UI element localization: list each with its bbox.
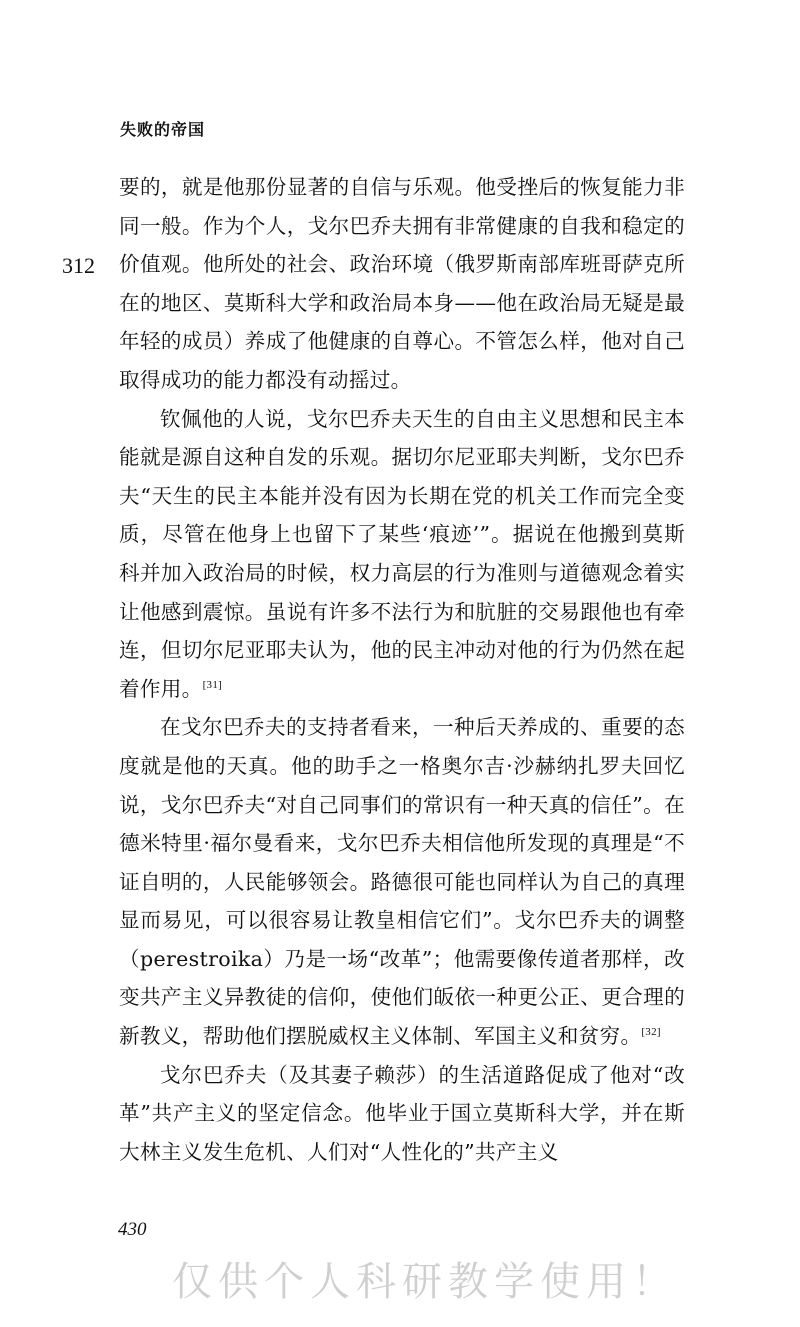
paragraph-3: [119, 708, 685, 1055]
paragraph-text: 钦佩他的人说，戈尔巴乔夫天生的自由主义思想和民主本能就是源自这种自发的乐观。据切尔尼亚耶夫判断，戈尔巴乔夫“天生的民主本能并没有因为长期在党的机关工作而完全变质，尽管在他身上也留下了某些‘痕迹’”。据说在他搬到莫斯科并加入政治局的时候，权力高层的行为准则与道德观念着实让他感到震惊。虽说有许多不法行为和肮脏的交易跟他也有牵连，但切尔尼亚耶夫认为，他的民主冲动对他的行为仍然在起着作用。: [119, 406, 686, 701]
paragraph-4: [119, 1056, 685, 1172]
folio-page-number: 430: [118, 1219, 147, 1240]
body-text: [119, 168, 685, 1171]
margin-page-number: 312: [62, 253, 95, 278]
footnote-ref: [31]: [202, 678, 223, 691]
watermark: 仅供个人科研教学使用！: [172, 1259, 678, 1305]
paragraph-text: 要的，就是他那份显著的自信与乐观。他受挫后的恢复能力非同一般。作为个人，戈尔巴乔夫拥有非常健康的自我和稳定的价值观。他所处的社会、政治环境（俄罗斯南部库班哥萨克所在的地区、莫斯科大学和政治局本身——他在政治局无疑是最年轻的成员）养成了他健康的自尊心。不管怎么样，他对自己取得成功的能力都没有动摇过。: [119, 175, 685, 392]
paragraph-text: 戈尔巴乔夫（及其妻子赖莎）的生活道路促成了他对“改革”共产主义的坚定信念。他毕业于国立莫斯科大学，并在斯大林主义发生危机、人们对“人性化的”共产主义: [119, 1062, 686, 1164]
paragraph-2: [119, 400, 685, 709]
running-head: 失败的帝国: [120, 120, 206, 139]
paragraph-text: 在戈尔巴乔夫的支持者看来，一种后天养成的、重要的态度就是他的天真。他的助手之一格奥尔吉·沙赫纳扎罗夫回忆说，戈尔巴乔夫“对自己同事们的常识有一种天真的信任”。在德米特里·福尔曼看来，戈尔巴乔夫相信他所发现的真理是“不证自明的，人民能够领会。路德很可能也同样认为自己的真理显而易见，可以很容易让教皇相信它们”。戈尔巴乔夫的调整（perestroika）乃是一场“改革”；他需要像传道者那样，改变共产主义异教徒的信仰，使他们皈依一种更公正、更合理的新教义，帮助他们摆脱威权主义体制、军国主义和贫穷。: [119, 715, 686, 1049]
paragraph-1: [119, 168, 685, 400]
footnote-ref: [32]: [641, 1026, 661, 1039]
